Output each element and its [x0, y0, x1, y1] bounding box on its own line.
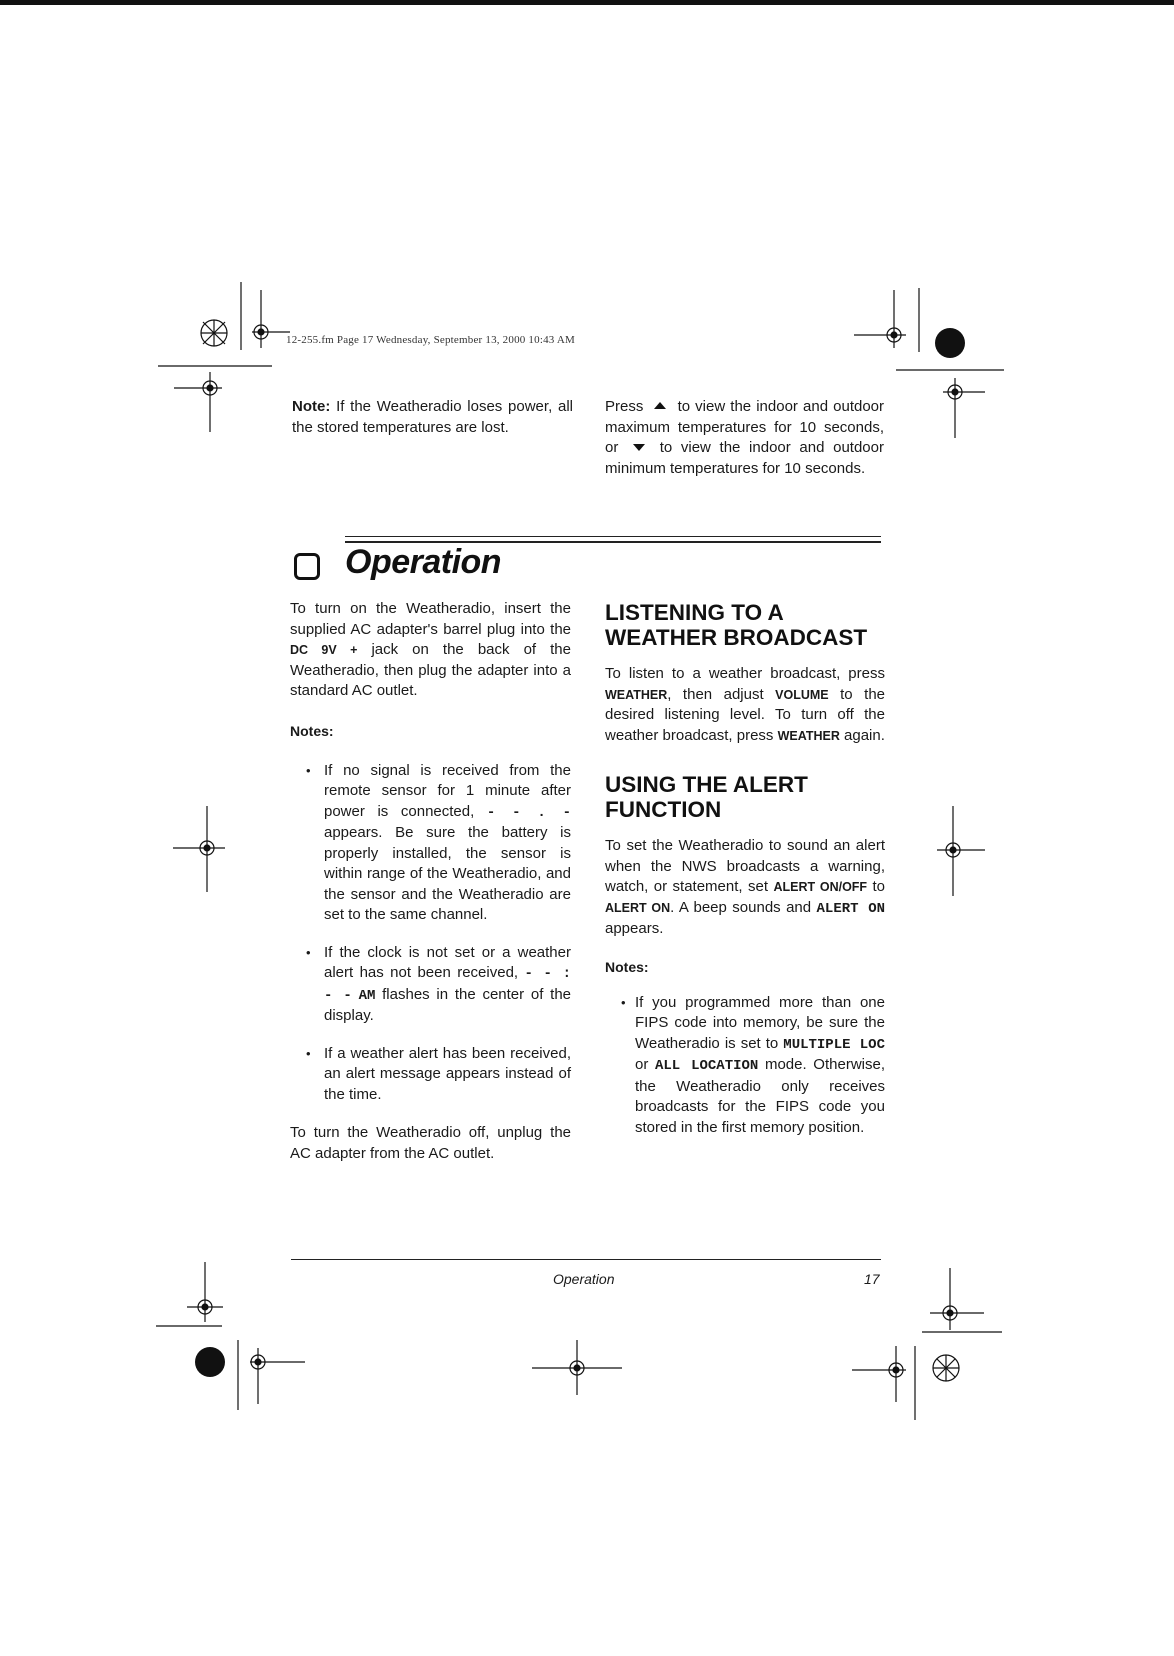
- footer-rule: [291, 1259, 881, 1260]
- print-slug: 12-255.fm Page 17 Wednesday, September 13, 2000 10:43 AM: [286, 334, 575, 346]
- bullet-text-cont: mode. Otherwise, the Weatheradio only receives broadcasts for the FIPS code you stored in the first memory position.: [635, 1056, 885, 1136]
- weather-key: WEATHER: [605, 687, 668, 702]
- notes-heading: Notes:: [290, 722, 334, 739]
- dc-jack-label: DC 9V +: [290, 643, 358, 657]
- max-temp-text: to view the indoor and outdoor maximum temperatures for 10 seconds, or: [605, 398, 885, 456]
- intro-text-cont: jack on the back of the Weatheradio, then plug the adapter into a standard AC outlet.: [290, 641, 571, 699]
- down-arrow-icon: [633, 444, 645, 451]
- list-item: [290, 761, 571, 926]
- press-text: Press: [605, 398, 644, 415]
- bullet-text-or: or: [635, 1056, 649, 1073]
- alert-paragraph: [605, 836, 885, 940]
- bullet-text: If the clock is not set or a weather alert has not been received,: [324, 943, 571, 981]
- listening-heading: LISTENING TO A WEATHER BROADCAST: [605, 600, 868, 650]
- notes-list: [290, 761, 571, 1106]
- am-symbol: AM: [358, 987, 376, 1004]
- display-symbol: - - : - -: [324, 966, 572, 1004]
- alert-switch-label: ALERT ON/OFF: [773, 880, 868, 894]
- alert-on-label: ALERT ON: [605, 900, 671, 915]
- alert-text-3: . A beep sounds and: [670, 898, 812, 916]
- listen-text: To listen to a weather broadcast, press: [605, 665, 885, 682]
- temperature-instructions: [605, 397, 884, 479]
- listen-text-4: again.: [844, 726, 885, 744]
- alert-on-display: ALERT ON: [816, 900, 885, 917]
- left-column: [290, 599, 571, 1164]
- intro-text: To turn on the Weatheradio, insert the supplied AC adapter's barrel plug into the: [290, 600, 571, 638]
- list-item: [605, 993, 885, 1139]
- listen-text-2: , then adjust: [667, 685, 764, 703]
- notes-list: [605, 993, 885, 1139]
- note-label: Note:: [292, 398, 331, 415]
- footer-section: Operation: [553, 1271, 615, 1287]
- alert-heading: USING THE ALERT FUNCTION: [605, 772, 808, 822]
- list-item: [290, 1044, 571, 1106]
- section-title: Operation: [345, 543, 502, 581]
- alert-text-2: to: [872, 878, 886, 895]
- section-rule-top: [345, 536, 881, 537]
- min-temp-text: to view the indoor and outdoor minimum temperatures for 10 seconds.: [605, 439, 884, 477]
- checkbox-square-icon: [294, 553, 320, 580]
- alert-text-4: appears.: [605, 920, 664, 937]
- power-on-paragraph: [290, 599, 571, 702]
- note-text: If the Weatheradio loses power, all the stored temperatures are lost.: [292, 398, 573, 436]
- bullet-text-cont: flashes in the center of the display.: [324, 985, 572, 1024]
- bullet-text: If you programmed more than one FIPS code into memory, be sure the Weatheradio is set to: [635, 993, 885, 1052]
- multiple-loc-mode: MULTIPLE LOC: [783, 1036, 885, 1053]
- weather-key-2: WEATHER: [777, 728, 840, 743]
- notes-heading: Notes:: [605, 958, 649, 975]
- up-arrow-icon: [654, 402, 666, 409]
- bullet-text-cont: appears. Be sure the battery is properly installed, the sensor is within range of the Weatheradio, and the sensor and the Weatheradio are set to the same channel.: [324, 824, 571, 923]
- page-number: 17: [864, 1271, 880, 1287]
- all-location-mode: ALL LOCATION: [655, 1058, 759, 1074]
- volume-key: VOLUME: [775, 687, 829, 702]
- list-item: [290, 943, 571, 1027]
- alert-text: To set the Weatheradio to sound an alert when the NWS broadcasts a warning, watch, or statement, set: [605, 837, 885, 895]
- bullet-text: If a weather alert has been received, an alert message appears instead of the time.: [324, 1044, 571, 1103]
- bullet-text: If no signal is received from the remote sensor for 1 minute after power is connected,: [324, 761, 571, 820]
- top-note: [292, 397, 573, 438]
- listen-text-3: to the desired listening level. To turn off the weather broadcast, press: [605, 685, 885, 744]
- power-off-paragraph: To turn the Weatheradio off, unplug the AC adapter from the AC outlet.: [290, 1124, 571, 1162]
- display-symbol: - - . -: [486, 804, 571, 821]
- listening-paragraph: [605, 664, 885, 746]
- right-column: [605, 600, 885, 1138]
